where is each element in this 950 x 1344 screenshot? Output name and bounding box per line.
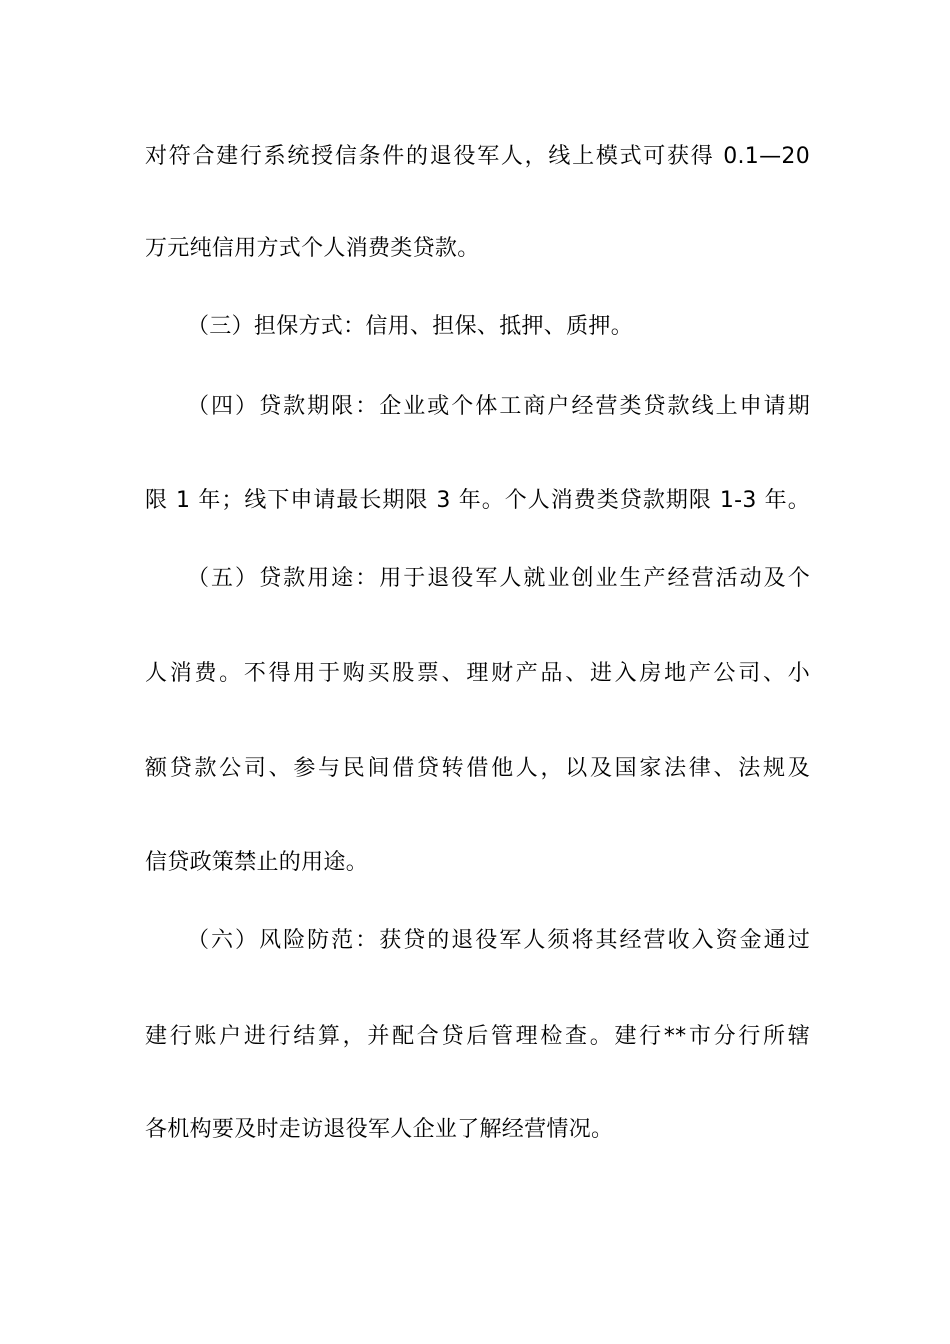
paragraph-line: （三）担保方式：信用、担保、抵押、质押。 [187,314,634,339]
paragraph-line: （四）贷款期限：企业或个体工商户经营类贷款线上申请期 [187,394,810,419]
paragraph-line: 对符合建行系统授信条件的退役军人，线上模式可获得 0.1—20 [145,144,810,169]
paragraph-line: （五）贷款用途：用于退役军人就业创业生产经营活动及个 [187,566,810,591]
paragraph-line: 信贷政策禁止的用途。 [145,850,369,875]
paragraph-line: （六）风险防范：获贷的退役军人须将其经营收入资金通过 [187,928,810,953]
paragraph-line: 万元纯信用方式个人消费类贷款。 [145,236,480,261]
paragraph-line: 建行账户进行结算，并配合贷后管理检查。建行**市分行所辖 [145,1024,810,1049]
paragraph-line: 各机构要及时走访退役军人企业了解经营情况。 [145,1117,614,1142]
paragraph-line: 限 1 年；线下申请最长期限 3 年。个人消费类贷款期限 1-3 年。 [145,488,810,513]
paragraph-line: 人消费。不得用于购买股票、理财产品、进入房地产公司、小 [145,661,810,686]
paragraph-line: 额贷款公司、参与民间借贷转借他人，以及国家法律、法规及 [145,756,810,781]
